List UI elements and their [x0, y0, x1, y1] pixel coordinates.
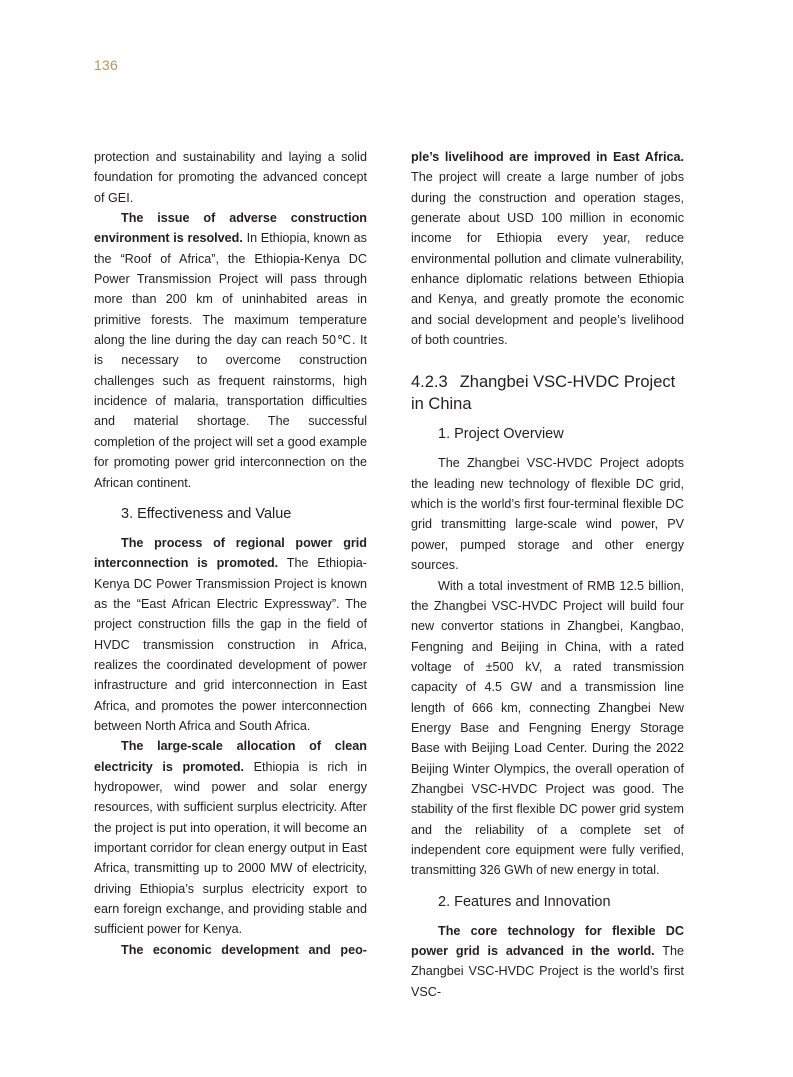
paragraph-economic-development — [94, 940, 367, 960]
paragraph-core-technology — [411, 921, 684, 1002]
paragraph-clean-electricity — [94, 736, 367, 939]
subheading-features: 2. Features and Innovation — [438, 893, 611, 910]
paragraph-lead: The core technology for flexible DC power grid is advanced in the world. — [411, 923, 684, 958]
paragraph-overview: The Zhangbei VSC-HVDC Project adopts the leading new technology of flexible DC grid, which is the world’s first four-terminal flexible DC grid transmitting large-scale wind power, PV power, pumped storage and other energy sources. — [411, 456, 684, 573]
paragraph-lead: The large-scale allocation of clean electricity is promoted. — [94, 739, 367, 774]
paragraph-lead: The economic development and peo- — [121, 942, 367, 957]
subheading-effectiveness: 3. Effectiveness and Value — [121, 505, 292, 522]
paragraph-body: The Zhangbei VSC-HVDC Project is the world’s first VSC- — [411, 944, 684, 999]
paragraph-body: Ethiopia is rich in hydropower, wind power and solar energy resources, with sufficient surplus electricity. After the project is put into operation, it will become an important corridor for clean energy output in East Africa, transmitting up to 2000 MW of electricity, driving Ethiopia’s surplus electricity export to earn foreign exchange, and providing stable and sufficient power for Kenya. — [94, 759, 368, 937]
section-number: 4.2.3 — [411, 373, 448, 392]
paragraph-construction-environment — [94, 208, 367, 493]
paragraph-body: The project will create a large number of jobs during the construction and operation stages, generate about USD 100 million in economic income for Ethiopia every year, reduce environmental pollution and climate vulnerability, enhance diplomatic relations between Ethiopia and Kenya, and greatly promote the economic and social development and people’s livelihood of both countries. — [411, 170, 684, 348]
right-column — [411, 147, 684, 1002]
paragraph-lead: ple’s livelihood are improved in East Africa. — [411, 150, 684, 164]
section-title: Zhangbei VSC-HVDC Project in China — [411, 373, 676, 414]
paragraph-investment: With a total investment of RMB 12.5 billion, the Zhangbei VSC-HVDC Project will build four new convertor stations in Zhangbei, Kangbao, Fengning and Beijing in China, with a rated voltage of ±500 kV, a rated transmission capacity of 4.5 GW and a transmission line length of 666 km, connecting Zhangbei New Energy Base and Fengning Energy Storage Base with Beijing Load Center. During the 2022 Beijing Winter Olympics, the overall operation of Zhangbei VSC-HVDC Project was good. The stability of the first flexible DC power grid system and the reliability of a complete set of independent core equipment were fully verified, transmitting 326 GWh of new energy in total. — [411, 578, 684, 878]
paragraph-livelihood — [411, 147, 684, 350]
paragraph-grid-interconnection — [94, 533, 367, 736]
paragraph-body: The Ethiopia-Kenya DC Power Transmission Project is known as the “East African Electric Expressway”. The project construction fills the gap in the field of HVDC transmission construction in Africa, realizes the coordinated development of power infrastructure and grid interconnection in East Africa, and promotes the power interconnection between North Africa and South Africa. — [94, 556, 367, 733]
paragraph-lead: The process of regional power grid interconnection is promoted. — [94, 535, 367, 571]
left-column — [94, 147, 367, 960]
section-heading — [411, 371, 684, 415]
paragraph-continuation: protection and sustainability and laying a solid foundation for promoting the advanced concept of GEI. — [94, 150, 367, 205]
paragraph-body: In Ethiopia, known as the “Roof of Africa”, the Ethiopia-Kenya DC Power Transmission Project will pass through more than 200 km of uninhabited areas in primitive forests. The maximum temperature along the line during the day can reach 50℃. It is necessary to overcome construction challenges such as frequent rainstorms, high incidence of malaria, transportation difficulties and material shortage. The successful completion of the project will set a good example for promoting power grid interconnection on the African continent. — [94, 231, 367, 490]
page-number: 136 — [94, 57, 118, 73]
paragraph-lead: The issue of adverse construction environment is resolved. — [94, 211, 367, 246]
subheading-project-overview: 1. Project Overview — [438, 426, 564, 443]
